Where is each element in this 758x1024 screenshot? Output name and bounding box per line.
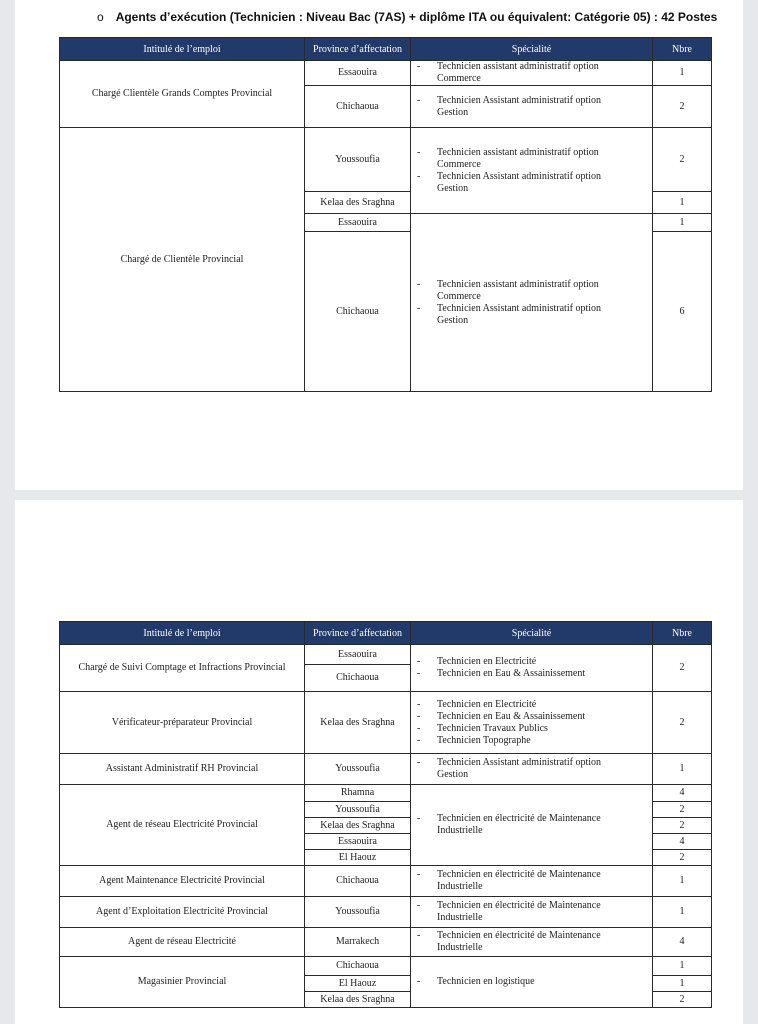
specialty-line: Gestion [437,182,469,194]
specialty-line: Gestion [437,106,469,118]
post-count: 4 [653,834,712,850]
specialty [411,86,653,128]
table-row [60,692,712,754]
job-title: Agent de réseau Electricité [60,928,305,957]
specialty [411,754,653,785]
post-count: 1 [653,957,712,976]
province: Marrakech [305,928,411,957]
specialty-line: - Technicien assistant administratif option [415,279,650,291]
table-row [60,785,712,802]
specialty-line: - Technicien Assistant administratif option [415,757,650,769]
document-page-1 [15,0,743,490]
table-row [60,128,712,192]
specialty [411,866,653,897]
table-row [60,897,712,928]
specialty-line: - Technicien Topographe [415,735,650,747]
post-count: 2 [653,645,712,692]
specialty-line: - Technicien en électricité de Maintenance [415,813,650,825]
specialty [411,214,653,392]
post-count: 1 [653,61,712,86]
bullet-icon: o [97,10,104,24]
table-row [60,754,712,785]
specialty-line: - Technicien Assistant administratif option [415,95,650,107]
specialty-line: - Technicien Assistant administratif option [415,171,650,183]
post-count: 4 [653,785,712,802]
column-header-specialty: Spécialité [411,622,653,645]
column-header-job: Intitulé de l’emploi [60,622,305,645]
specialty-line: Commerce [437,73,481,84]
province: Rhamna [305,785,411,802]
specialty-line: - Technicien en Eau & Assainissement [415,668,650,680]
specialty-line: - Technicien en électricité de Maintenance [415,869,650,881]
document-page-2 [15,500,743,1024]
province: Kelaa des Sraghna [305,818,411,834]
post-count: 2 [653,86,712,128]
specialty-line: Commerce [437,290,481,302]
job-title: Assistant Administratif RH Provincial [60,754,305,785]
specialty [411,692,653,754]
table-header-row [60,38,712,61]
province: Chichaoua [305,957,411,976]
province: Essaouira [305,214,411,232]
specialty-line: - Technicien en Electricité [415,699,650,711]
province: Youssoufia [305,754,411,785]
specialty [411,645,653,692]
province: Kelaa des Sraghna [305,192,411,214]
positions-table-1 [59,37,712,392]
province: Youssoufia [305,128,411,192]
specialty-line: - Technicien en Electricité [415,656,650,668]
specialty-line: Industrielle [437,942,483,953]
column-header-count: Nbre [653,38,712,61]
column-header-job: Intitulé de l’emploi [60,38,305,61]
job-title: Agent Maintenance Electricité Provincial [60,866,305,897]
post-count: 2 [653,850,712,866]
table-header-row [60,622,712,645]
specialty-line: - Technicien en logistique [415,976,650,988]
job-title: Magasinier Provincial [60,957,305,1008]
specialty-line: - Technicien en électricité de Maintenance [415,930,650,942]
specialty-line: Gestion [437,769,469,780]
post-count: 2 [653,692,712,754]
job-title: Chargé de Clientèle Provincial [60,128,305,392]
post-count: 2 [653,128,712,192]
job-title: Chargé de Suivi Comptage et Infractions Provincial [60,645,305,692]
province: Youssoufia [305,897,411,928]
province: Chichaoua [305,866,411,897]
province: Essaouira [305,834,411,850]
specialty [411,928,653,957]
column-header-province: Province d’affectation [305,622,411,645]
province: Chichaoua [305,665,411,692]
post-count: 1 [653,192,712,214]
post-count: 1 [653,214,712,232]
post-count: 2 [653,802,712,818]
column-header-count: Nbre [653,622,712,645]
table-row [60,866,712,897]
column-header-province: Province d’affectation [305,38,411,61]
post-count: 1 [653,866,712,897]
province: Essaouira [305,645,411,665]
job-title: Agent de réseau Electricité Provincial [60,785,305,866]
post-count: 1 [653,976,712,992]
post-count: 4 [653,928,712,957]
post-count: 1 [653,897,712,928]
specialty-line: Industrielle [437,881,483,892]
specialty [411,897,653,928]
positions-table-2 [59,621,712,1008]
job-title: Agent d’Exploitation Electricité Provincial [60,897,305,928]
province: Chichaoua [305,232,411,392]
specialty [411,128,653,214]
specialty-line: - Technicien en électricité de Maintenance [415,900,650,912]
specialty [411,957,653,1008]
post-count: 2 [653,818,712,834]
province: El Haouz [305,850,411,866]
specialty-line: Industrielle [437,825,483,836]
section-heading-text: Agents d’exécution (Technicien : Niveau Bac (7AS) + diplôme ITA ou équivalent: Catégorie 05) : 42 Postes [115,10,718,24]
specialty-line: - Technicien en Eau & Assainissement [415,711,650,723]
specialty-line: - Technicien assistant administratif option [415,61,650,73]
post-count: 2 [653,992,712,1008]
province: Kelaa des Sraghna [305,692,411,754]
section-heading [97,10,717,24]
table-row [60,928,712,957]
province: Kelaa des Sraghna [305,992,411,1008]
specialty-line: Industrielle [437,912,483,923]
specialty-line: - Technicien Travaux Publics [415,723,650,735]
table-row [60,957,712,976]
post-count: 1 [653,754,712,785]
specialty-line: Gestion [437,314,469,326]
specialty-line: - Technicien Assistant administratif option [415,303,650,315]
specialty-line: - Technicien assistant administratif option [415,147,650,159]
specialty [411,785,653,866]
province: Essaouira [305,61,411,86]
job-title: Vérificateur-préparateur Provincial [60,692,305,754]
table-row [60,645,712,665]
table-row [60,61,712,86]
post-count: 6 [653,232,712,392]
specialty-line: Commerce [437,158,481,170]
job-title: Chargé Clientèle Grands Comptes Provincial [60,61,305,128]
province: El Haouz [305,976,411,992]
specialty [411,61,653,86]
province: Youssoufia [305,802,411,818]
column-header-specialty: Spécialité [411,38,653,61]
province: Chichaoua [305,86,411,128]
